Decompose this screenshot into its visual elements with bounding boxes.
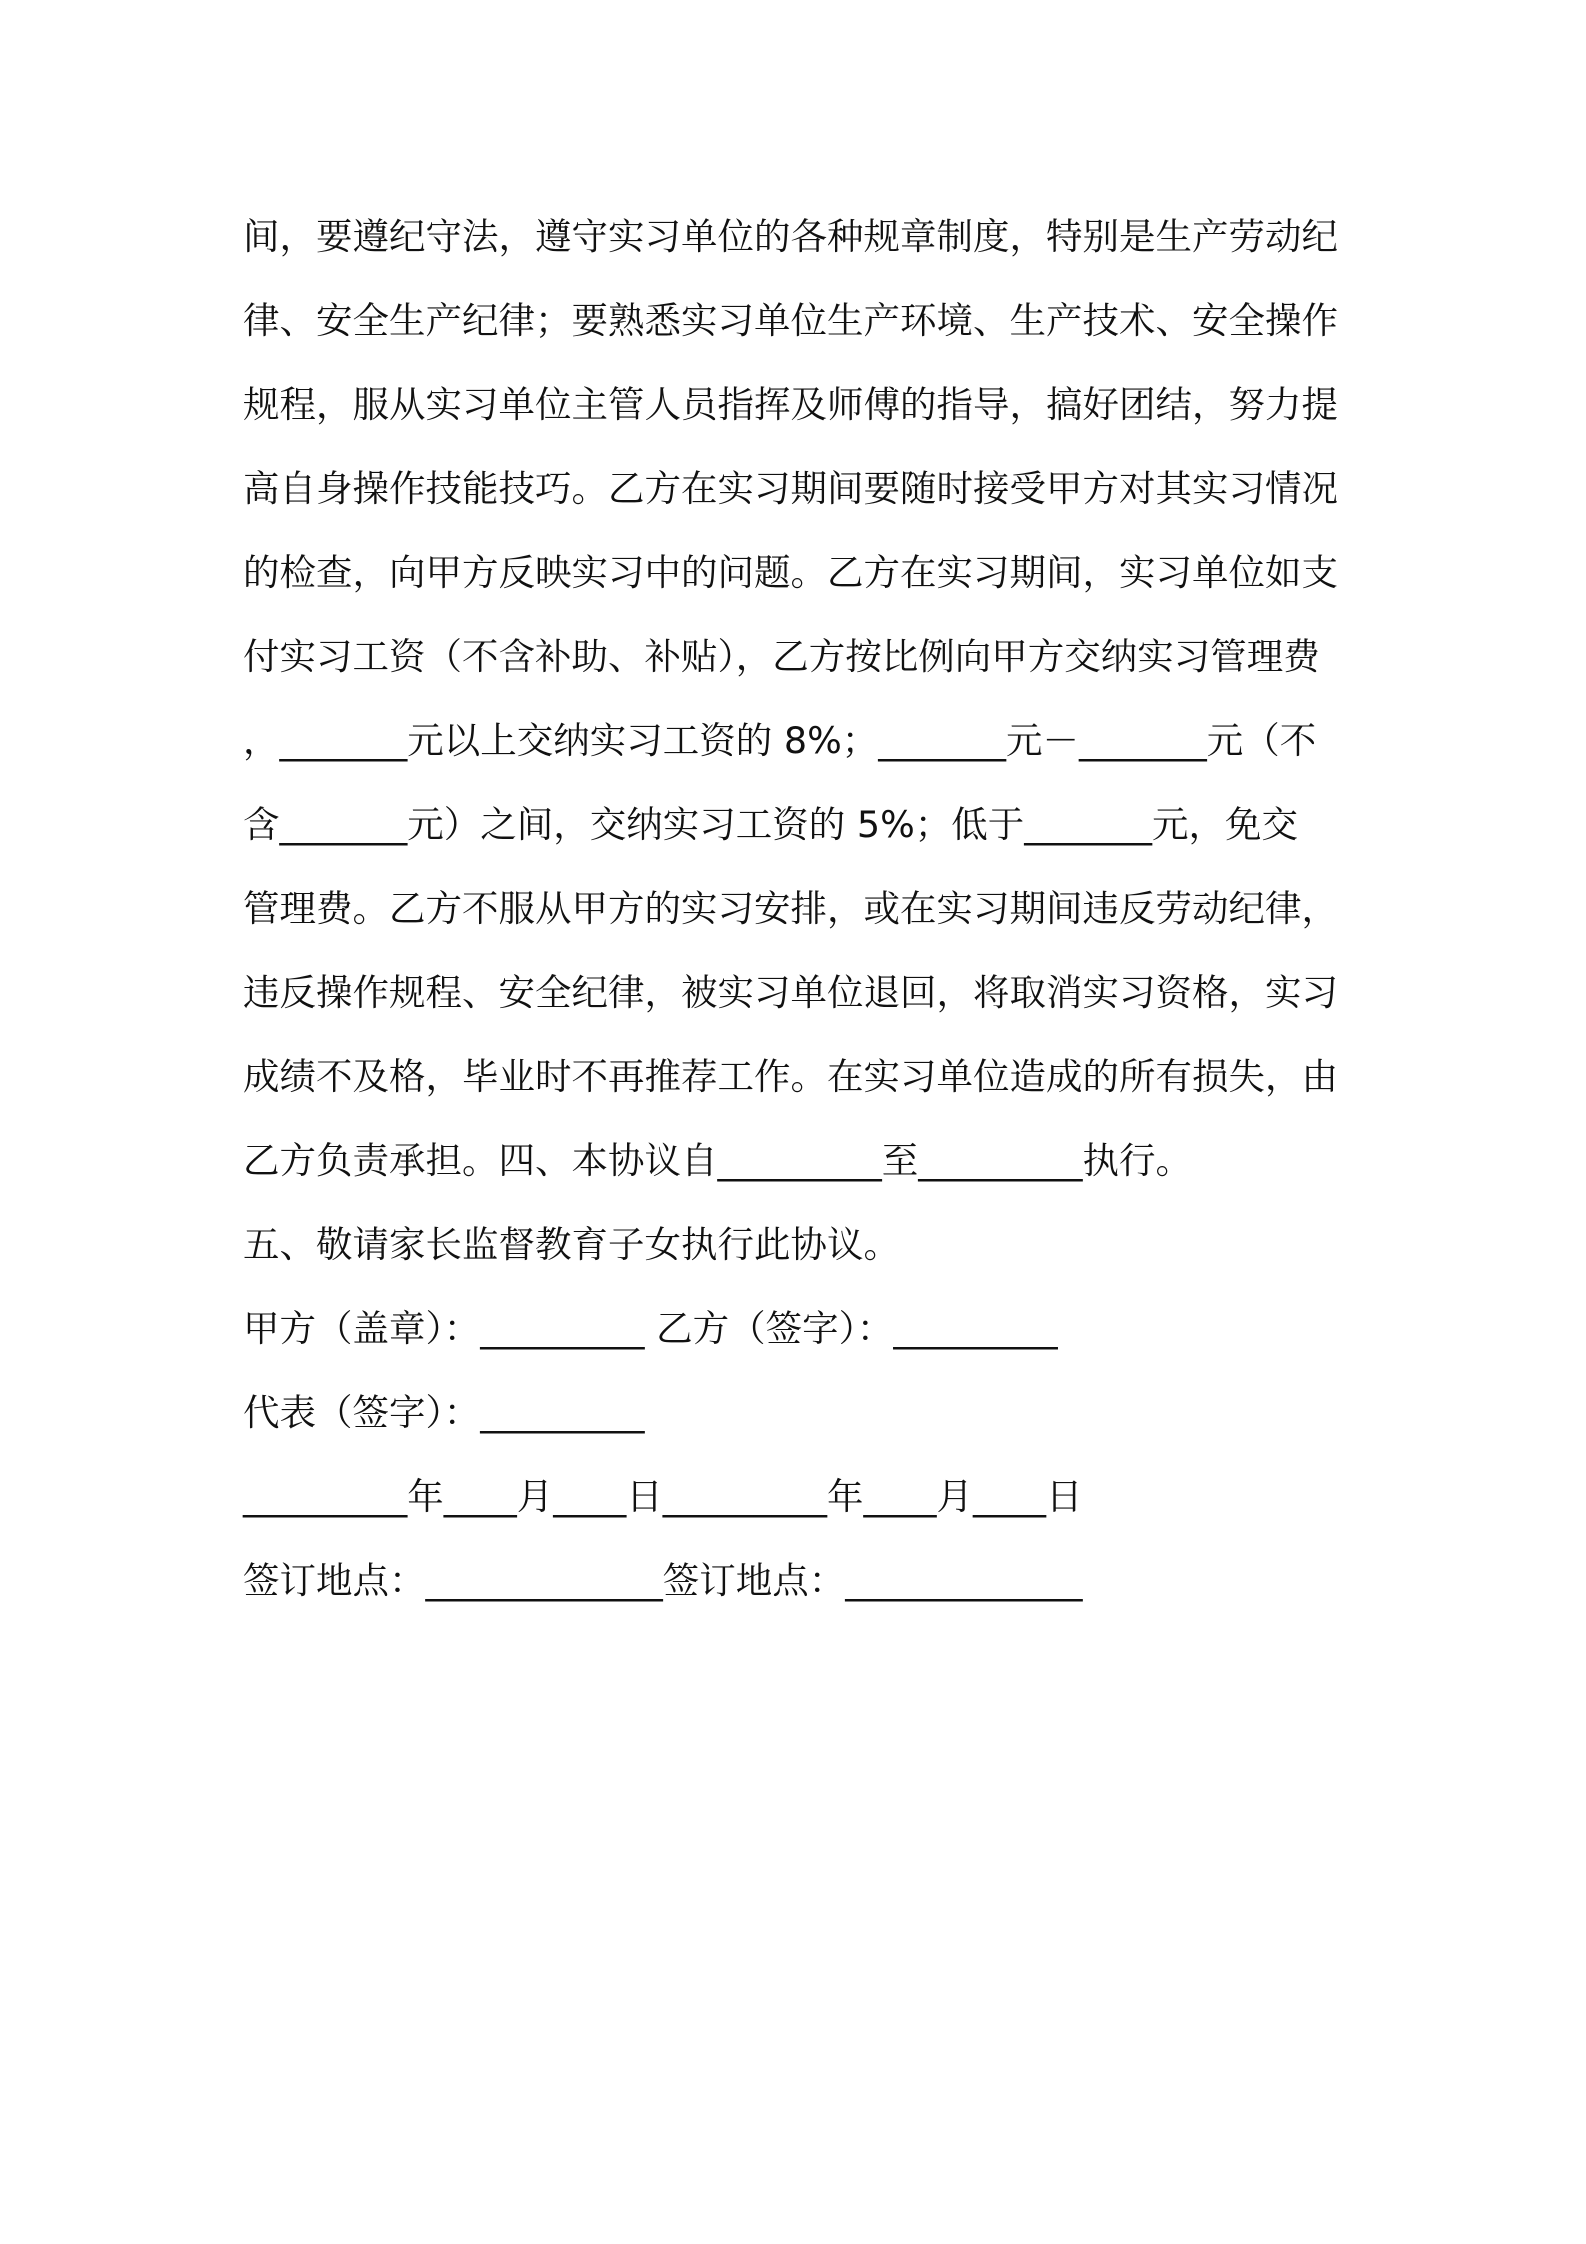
representative-signature-line: 代表（签字）：_________	[243, 1391, 645, 1434]
paragraph-line: 成绩不及格，毕业时不再推荐工作。在实习单位造成的所有损失，由	[243, 1055, 1338, 1098]
agreement-body	[243, 195, 1363, 1623]
paragraph-line: 的检查，向甲方反映实习中的问题。乙方在实习期间，实习单位如支	[243, 551, 1338, 594]
date-line: _________年____月____日_________年____月____日	[243, 1475, 1083, 1518]
paragraph-line: 付实习工资（不含补助、补贴），乙方按比例向甲方交纳实习管理费	[243, 635, 1320, 678]
signing-location-line: 签订地点：_____________签订地点：_____________	[243, 1559, 1083, 1602]
paragraph-line: 间，要遵纪守法，遵守实习单位的各种规章制度，特别是生产劳动纪	[243, 215, 1338, 258]
paragraph-line: ，_______元以上交纳实习工资的 8%；_______元－_______元（不	[243, 719, 1317, 762]
paragraph-line: 管理费。乙方不服从甲方的实习安排，或在实习期间违反劳动纪律，	[243, 887, 1338, 930]
signature-party-line: 甲方（盖章）：_________ 乙方（签字）：_________	[243, 1307, 1058, 1350]
paragraph-line: 高自身操作技能技巧。乙方在实习期间要随时接受甲方对其实习情况	[243, 467, 1338, 510]
paragraph-line: 律、安全生产纪律；要熟悉实习单位生产环境、生产技术、安全操作	[243, 299, 1338, 342]
clause-five: 五、敬请家长监督教育子女执行此协议。	[243, 1223, 900, 1266]
paragraph-line: 含_______元）之间，交纳实习工资的 5%；低于_______元，免交	[243, 803, 1299, 846]
paragraph-line: 乙方负责承担。四、本协议自_________至_________执行。	[243, 1139, 1192, 1182]
paragraph-line: 规程，服从实习单位主管人员指挥及师傅的指导，搞好团结，努力提	[243, 383, 1338, 426]
paragraph-line: 违反操作规程、安全纪律，被实习单位退回，将取消实习资格，实习	[243, 971, 1338, 1014]
